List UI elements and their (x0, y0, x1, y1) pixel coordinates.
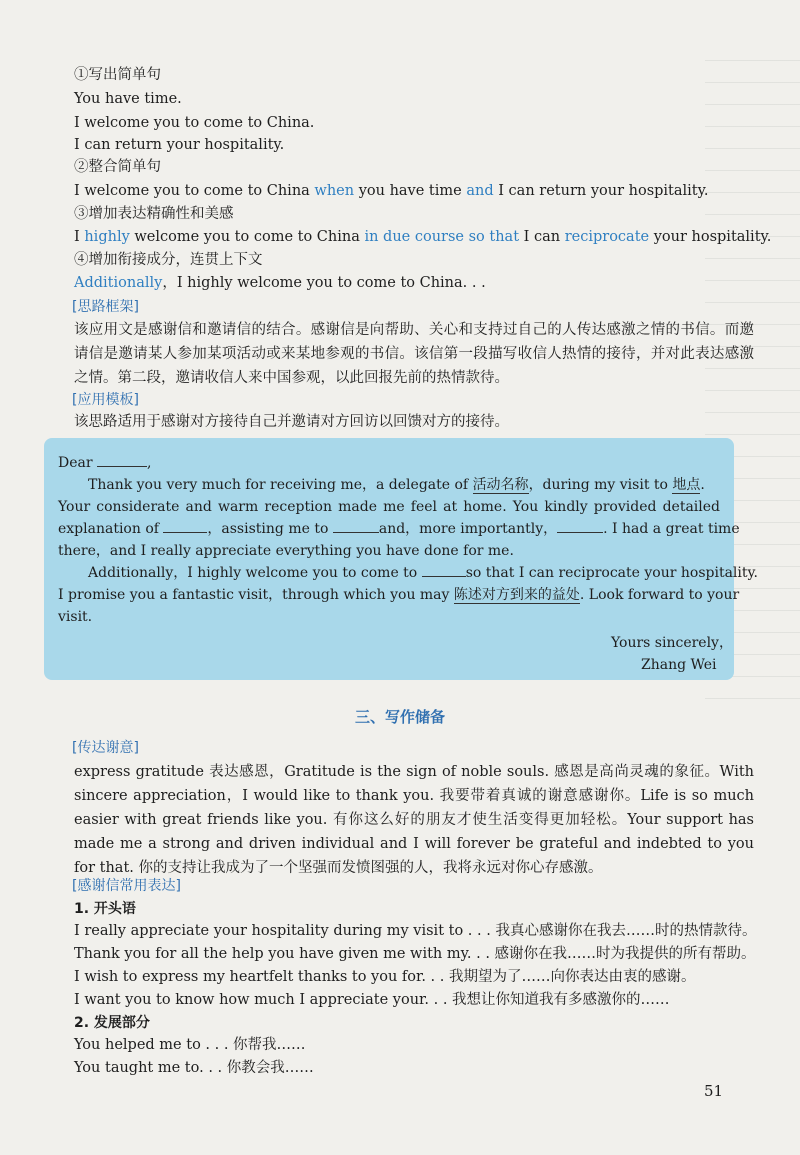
gratitude-heading: [传达谢意] (72, 740, 139, 756)
develop-title: 2. 发展部分 (74, 1015, 150, 1031)
step3-highlight-due-course: in due course so that (364, 229, 520, 245)
step1-title: ①写出简单句 (74, 67, 161, 83)
letter-greeting-line: Dear , (58, 455, 152, 471)
letter-line-5: there，and I really appreciate everything you have done for me. (58, 543, 514, 559)
develop-expression: You taught me to. . . 你教会我…… (74, 1060, 314, 1076)
opening-expression: I really appreciate your hospitality during my visit to . . . 我真心感谢你在我去……时的热情款待。 (74, 923, 757, 939)
blank (557, 532, 603, 533)
letter-text: ，assisting me to (207, 521, 329, 537)
step3-part: your hospitality. (649, 229, 772, 245)
section-3-title: 三、写作储备 (354, 708, 445, 726)
develop-expression: You helped me to . . . 你帮我…… (74, 1037, 306, 1053)
letter-closing: Yours sincerely， (611, 635, 733, 651)
page-number: 51 (704, 1082, 724, 1100)
step1-sentence-3: I can return your hospitality. (74, 137, 285, 153)
common-expressions-heading: [感谢信常用表达] (72, 878, 181, 894)
letter-line-3: Your considerate and warm reception made me feel at home. You kindly provided detailed (58, 499, 720, 515)
letter-text: ，during my visit to (528, 477, 673, 493)
step3-highlight-reciprocate: reciprocate (564, 229, 650, 245)
letter-text: explanation of (58, 521, 159, 537)
step2-connector-and: and (466, 183, 494, 199)
framework-heading: [思路框架] (72, 299, 139, 315)
letter-text: Additionally，I highly welcome you to come to (88, 565, 418, 581)
letter-text: so that I can reciprocate your hospitality. (465, 565, 758, 581)
letter-text: and，more importantly， (378, 521, 558, 537)
template-heading: [应用模板] (72, 392, 139, 408)
step1-sentence-1: You have time. (74, 91, 182, 107)
step3-sentence (74, 226, 772, 248)
step2-part: I can return your hospitality. (493, 183, 709, 199)
letter-line-2 (88, 474, 705, 496)
blank (422, 576, 466, 577)
letter-text: I promise you a fantastic visit，through which you may (58, 587, 454, 603)
activity-name-placeholder: 活动名称 (472, 477, 529, 493)
letter-text: . I had a great time (603, 521, 740, 537)
step4-part: ，I highly welcome you to come to China. . . (162, 275, 486, 291)
step3-part: I (74, 229, 85, 245)
blank (163, 532, 207, 533)
step4-highlight-additionally: Additionally (74, 275, 163, 291)
letter-line-6 (88, 562, 758, 584)
recipient-blank (97, 466, 147, 467)
letter-line-7 (58, 584, 739, 606)
benefit-placeholder: 陈述对方到来的益处 (453, 587, 580, 603)
letter-signature: Zhang Wei (641, 657, 717, 673)
letter-text: Thank you very much for receiving me，a delegate of (88, 477, 473, 493)
letter-line-8: visit. (58, 609, 93, 625)
letter-text: . (700, 477, 705, 493)
letter-template-box (44, 438, 758, 680)
step3-highlight-highly: highly (84, 229, 130, 245)
opening-expression: I wish to express my heartfelt thanks to you for. . . 我期望为了……向你表达由衷的感谢。 (74, 969, 696, 985)
gratitude-text: express gratitude 表达感恩，Gratitude is the sign of noble souls. 感恩是高尚灵魂的象征。With sincere appreciation，I would like to thank you. 我要带着真诚的谢意感谢你。Life is so much easier with great friends like you. 有你这么好的朋友才使生活变得更加轻松。Your support has made me a strong and driven individual and I will forever be grateful and indebted to you for that. 你的支持让我成为了一个坚强而发愤图强的人，我将永远对你心存感激。 (74, 764, 754, 876)
opening-expression: Thank you for all the help you have given me with my. . . 感谢你在我……时为我提供的所有帮助。 (74, 946, 756, 962)
framework-text: 该应用文是感谢信和邀请信的结合。感谢信是向帮助、关心和支持过自己的人传达感激之情的书信。而邀请信是邀请某人参加某项活动或来某地参观的书信。该信第一段描写收信人热情的接待，并对此表达感激之情。第二段，邀请收信人来中国参观，以此回报先前的热情款待。 (74, 322, 754, 386)
step4-title: ④增加衔接成分，连贯上下文 (74, 252, 263, 268)
step4-sentence (74, 272, 754, 294)
step1-sentence-2: I welcome you to come to China. (74, 115, 315, 131)
blank (333, 532, 379, 533)
step2-connector-when: when (314, 183, 355, 199)
location-placeholder: 地点 (672, 477, 701, 493)
letter-text: . Look forward to your (579, 587, 740, 603)
step2-sentence (74, 180, 754, 202)
step3-part: I can (519, 229, 565, 245)
letter-dear: Dear (58, 455, 93, 471)
step3-part: welcome you to come to China (129, 229, 365, 245)
opening-expression: I want you to know how much I appreciate your. . . 我想让你知道我有多感激你的…… (74, 992, 670, 1008)
letter-line-4 (58, 518, 740, 540)
step2-part: I welcome you to come to China (74, 183, 315, 199)
template-text: 该思路适用于感谢对方接待自己并邀请对方回访以回馈对方的接待。 (74, 414, 509, 430)
step2-part: you have time (354, 183, 467, 199)
step3-title: ③增加表达精确性和美感 (74, 206, 234, 222)
opening-title: 1. 开头语 (74, 901, 136, 917)
step2-title: ②整合简单句 (74, 159, 161, 175)
